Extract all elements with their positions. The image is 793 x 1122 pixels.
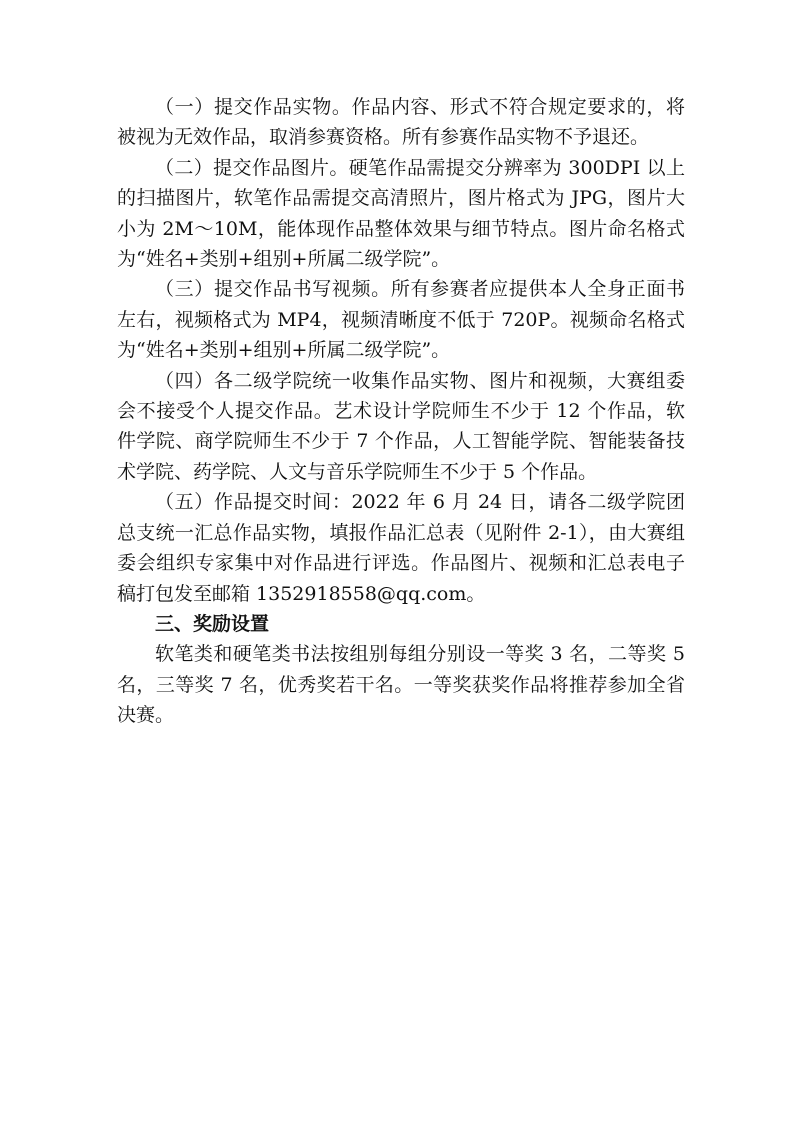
paragraph-submission-time: （五）作品提交时间：2022 年 6 月 24 日，请各二级学院团总支统一汇总作品实物，填报作品汇总表（见附件 2-1），由大赛组委会组织专家集中对作品进行评选。作品图片、视频和汇总表电子稿打包发至邮箱 1352918558@qq.com。 [117,491,685,605]
paragraph-submit-physical: （一）提交作品实物。作品内容、形式不符合规定要求的，将被视为无效作品，取消参赛资格。所有参赛作品实物不予退还。 [117,96,685,149]
section-heading-awards: 三、奖励设置 [155,612,270,635]
paragraph-submit-video: （三）提交作品书写视频。所有参赛者应提供本人全身正面书左右，视频格式为 MP4，视频清晰度不低于 720P。视频命名格式为“姓名+类别+组别+所属二级学院”。 [117,278,685,362]
paragraph-submit-images: （二）提交作品图片。硬笔作品需提交分辨率为 300DPI 以上的扫描图片，软笔作品需提交高清照片，图片格式为 JPG，图片大小为 2M～10M，能体现作品整体效果与细节特点。图片命名格式为“姓名+类别+组别+所属二级学院”。 [117,156,685,271]
paragraph-college-collection: （四）各二级学院统一收集作品实物、图片和视频，大赛组委会不接受个人提交作品。艺术设计学院师生不少于 12 个作品，软件学院、商学院师生不少于 7 个作品，人工智能学院、智能装备技术学院、药学院、人文与音乐学院师生不少于 5 个作品。 [117,369,685,483]
paragraph-awards: 软笔类和硬笔类书法按组别每组分别设一等奖 3 名，二等奖 5 名，三等奖 7 名，优秀奖若干名。一等奖获奖作品将推荐参加全省决赛。 [117,643,685,727]
document-body [117,92,685,731]
